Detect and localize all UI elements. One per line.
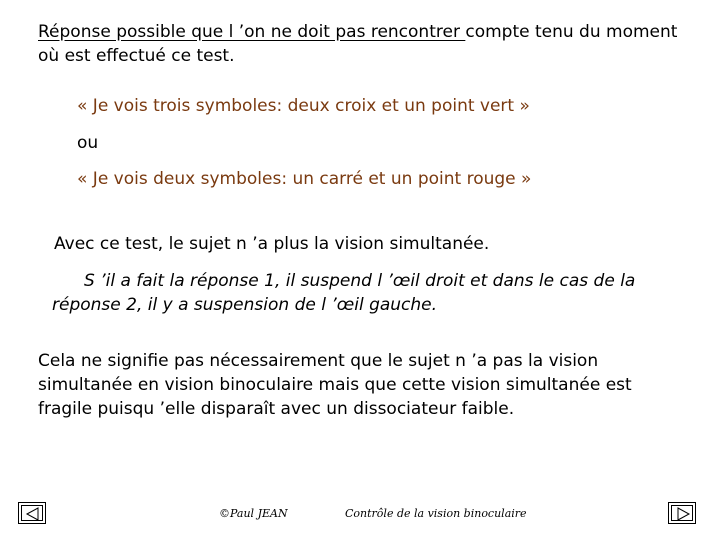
- suspension-text: S ’il a fait la réponse 1, il suspend l ’œil droit et dans le cas de la réponse 2, il y a suspension de l ’œil gauche.: [52, 271, 636, 315]
- quote-answer-1: « Je vois trois symboles: deux croix et un point vert »: [77, 96, 530, 116]
- triangle-right-icon: [669, 503, 697, 525]
- next-slide-button[interactable]: [668, 502, 696, 524]
- triangle-left-icon: [19, 503, 47, 525]
- previous-slide-button[interactable]: [18, 502, 46, 524]
- quote-answer-2: « Je vois deux symboles: un carré et un point rouge »: [77, 169, 532, 189]
- footer-author: ©Paul JEAN: [219, 507, 288, 520]
- intro-paragraph: [38, 20, 688, 68]
- intro-rest-text: compte tenu du moment où est effectué ce test.: [38, 22, 678, 66]
- conclusion-paragraph: Cela ne signifie pas nécessairement que le sujet n ’a pas la vision simultanée en vision binoculaire mais que cette vision simultanée est fragile puisqu ’elle disparaît avec un dissociateur faible.: [38, 351, 632, 419]
- suspension-paragraph: [52, 269, 688, 317]
- intro-underlined-text: Réponse possible que l ’on ne doit pas rencontrer: [38, 22, 466, 42]
- simultaneous-vision-paragraph: Avec ce test, le sujet n ’a plus la vision simultanée.: [54, 234, 490, 254]
- or-word: ou: [77, 133, 99, 153]
- footer-title: Contrôle de la vision binoculaire: [345, 507, 527, 520]
